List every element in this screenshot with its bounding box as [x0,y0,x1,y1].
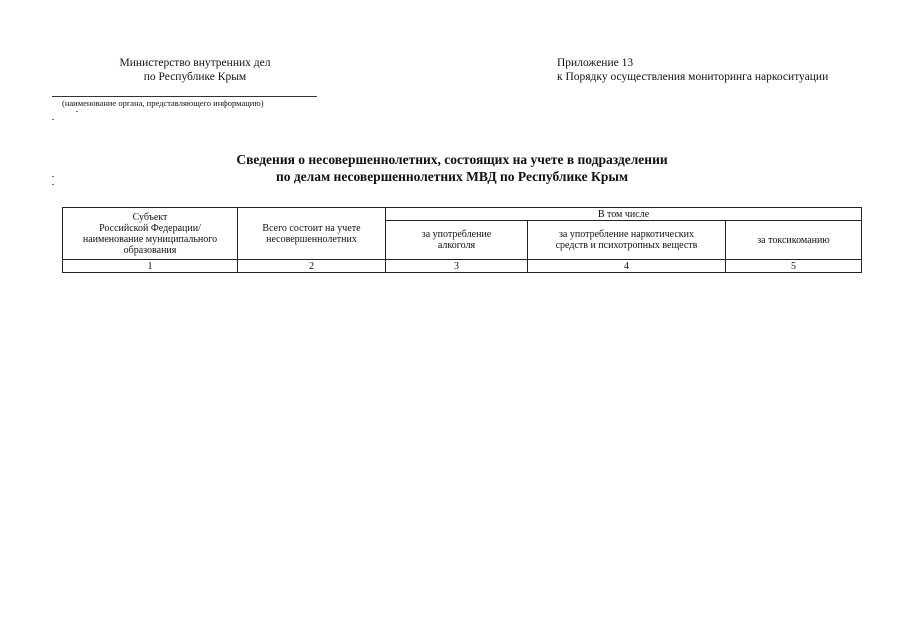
column-number: 4 [528,260,726,273]
column-number: 1 [63,260,238,273]
header-text: за употребление наркотических [558,229,695,240]
column-number-row [63,260,862,273]
authority-line-1: Министерство внутренних дел [119,57,271,69]
header-text: образования [123,244,177,256]
header-text: Субъект [132,211,168,223]
header-cell-narcotics [528,221,726,260]
header-text: алкоголя [437,240,476,251]
header-cell-total [238,208,386,260]
org-name-caption: (наименование органа, представляющего информацию) [62,98,264,108]
column-number: 3 [386,260,528,273]
header-text: за употребление [421,229,492,240]
document-title [100,151,804,185]
appendix-description: к Порядку осуществления мониторинга наркоситуации [557,71,829,83]
scan-speck [76,111,78,112]
authority-line-2: по Республике Крым [143,71,247,83]
header-text: Российской Федерации/ [99,222,201,234]
header-text: наименование муниципального [82,233,218,245]
appendix-number: Приложение 13 [557,57,634,69]
column-number: 2 [238,260,386,273]
column-number: 5 [726,260,862,273]
table-header-row [63,208,862,221]
org-name-underline [52,96,317,97]
header-cell-including: В том числе [386,208,862,221]
header-cell-subject [63,208,238,260]
header-cell-alcohol [386,221,528,260]
title-line-2: по делам несовершеннолетних МВД по Республике Крым [275,169,629,184]
header-text: Всего состоит на учете [262,222,361,234]
header-text: средств и психотропных веществ [555,240,698,251]
report-table [62,207,862,273]
header-cell-toxicomania: за токсикоманию [726,221,862,260]
header-text: несовершеннолетних [266,233,357,245]
issuing-authority [100,56,290,84]
title-line-1: Сведения о несовершеннолетних, состоящих на учете в подразделении [236,152,668,167]
scan-speck [52,119,54,120]
scan-speck [52,184,54,185]
scan-speck [52,176,54,177]
appendix-reference [557,56,887,84]
